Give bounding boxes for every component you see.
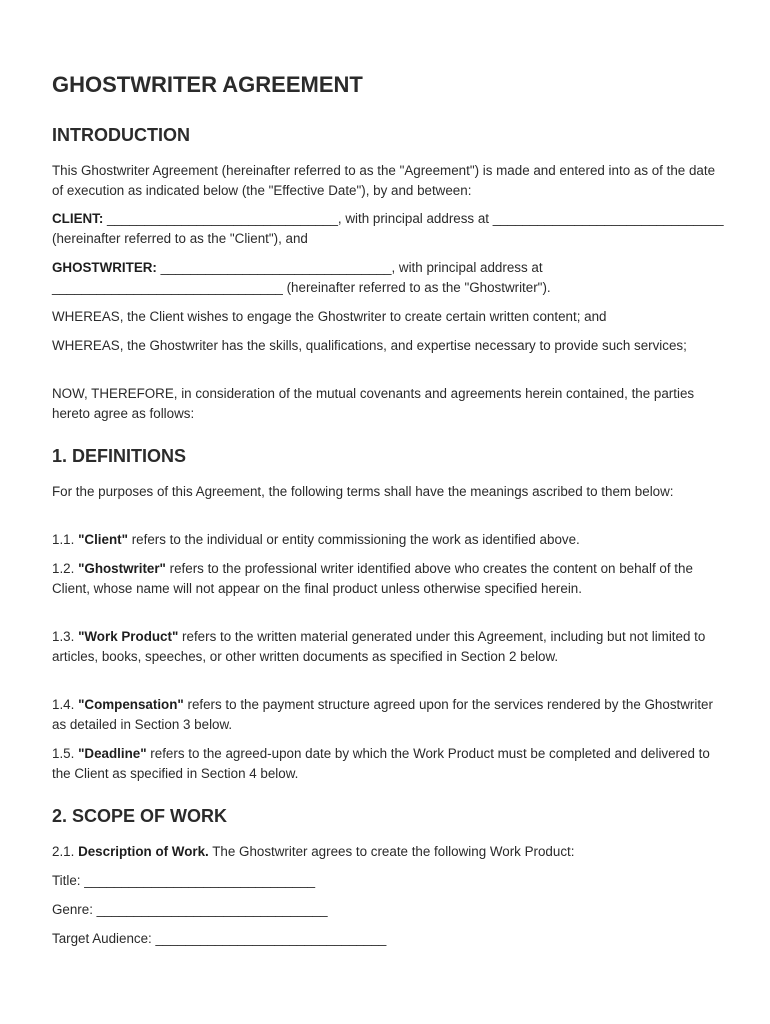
definition-item: [52, 627, 724, 666]
definitions-intro: For the purposes of this Agreement, the following terms shall have the meanings ascribed to them below:: [52, 484, 674, 499]
definitions-heading: 1. DEFINITIONS: [52, 446, 187, 466]
definition-text: refers to the agreed-upon date by which the Work Product must be completed and delivered to the Client as specified in Section 4 below.: [52, 746, 710, 781]
definition-text: refers to the professional writer identified above who creates the content on behalf of the Client, whose name will not appear on the final product unless otherwise specified herein.: [52, 561, 693, 596]
ghostwriter-paragraph: [52, 258, 724, 297]
definition-term: "Compensation": [78, 697, 184, 712]
intro-paragraph: This Ghostwriter Agreement (hereinafter referred to as the "Agreement") is made and entered into as of the date of execution as indicated below (the "Effective Date"), by and between:: [52, 163, 716, 198]
definition-text: refers to the payment structure agreed upon for the services rendered by the Ghostwriter as detailed in Section 3 below.: [52, 697, 713, 732]
title-field-blank: _______________________________: [84, 873, 316, 888]
definition-item: [52, 530, 724, 550]
genre-field: [52, 900, 724, 920]
definition-text: refers to the individual or entity commissioning the work as identified above.: [127, 532, 580, 547]
document-title: GHOSTWRITER AGREEMENT: [52, 72, 363, 97]
target-audience-field: [52, 929, 724, 949]
definition-text: refers to the written material generated under this Agreement, including but not limited to articles, books, speeches, or other written documents as specified in Section 2 below.: [52, 629, 706, 664]
definition-term: "Client": [78, 532, 128, 547]
definition-number: 1.2.: [52, 561, 79, 576]
title-field-label: Title:: [52, 873, 85, 888]
scope-item: [52, 842, 724, 862]
definition-number: 1.3.: [52, 629, 79, 644]
whereas-paragraph-2: WHEREAS, the Ghostwriter has the skills, qualifications, and expertise necessary to provide such services;: [52, 338, 687, 353]
definition-item: [52, 559, 724, 598]
client-label: CLIENT:: [52, 211, 104, 226]
definition-term: "Ghostwriter": [78, 561, 166, 576]
definition-term: "Work Product": [78, 629, 179, 644]
definition-number: 1.4.: [52, 697, 79, 712]
genre-field-label: Genre:: [52, 902, 97, 917]
definition-item: [52, 744, 724, 783]
target-audience-field-label: Target Audience:: [52, 931, 156, 946]
scope-term: Description of Work.: [78, 844, 209, 859]
client-paragraph: [52, 209, 724, 248]
target-audience-field-blank: _______________________________: [155, 931, 387, 946]
introduction-heading: INTRODUCTION: [52, 125, 190, 145]
client-line: _______________________________, with principal address at _______________________________ (hereinafter referred to as the "Client"), and: [52, 211, 724, 246]
now-therefore-paragraph: NOW, THEREFORE, in consideration of the mutual covenants and agreements herein contained, the parties hereto agree as follows:: [52, 386, 695, 421]
scope-heading: 2. SCOPE OF WORK: [52, 806, 228, 826]
whereas-paragraph-1: WHEREAS, the Client wishes to engage the Ghostwriter to create certain written content; and: [52, 309, 607, 324]
definition-number: 1.1.: [52, 532, 79, 547]
ghostwriter-line: _______________________________, with principal address at _______________________________ (hereinafter referred to as the "Ghostwriter").: [52, 260, 551, 295]
ghostwriter-label: GHOSTWRITER:: [52, 260, 157, 275]
definition-number: 1.5.: [52, 746, 79, 761]
title-field: [52, 871, 724, 891]
scope-number: 2.1.: [52, 844, 79, 859]
definition-term: "Deadline": [78, 746, 147, 761]
definition-item: [52, 695, 724, 734]
scope-text: The Ghostwriter agrees to create the following Work Product:: [208, 844, 575, 859]
genre-field-blank: _______________________________: [96, 902, 328, 917]
